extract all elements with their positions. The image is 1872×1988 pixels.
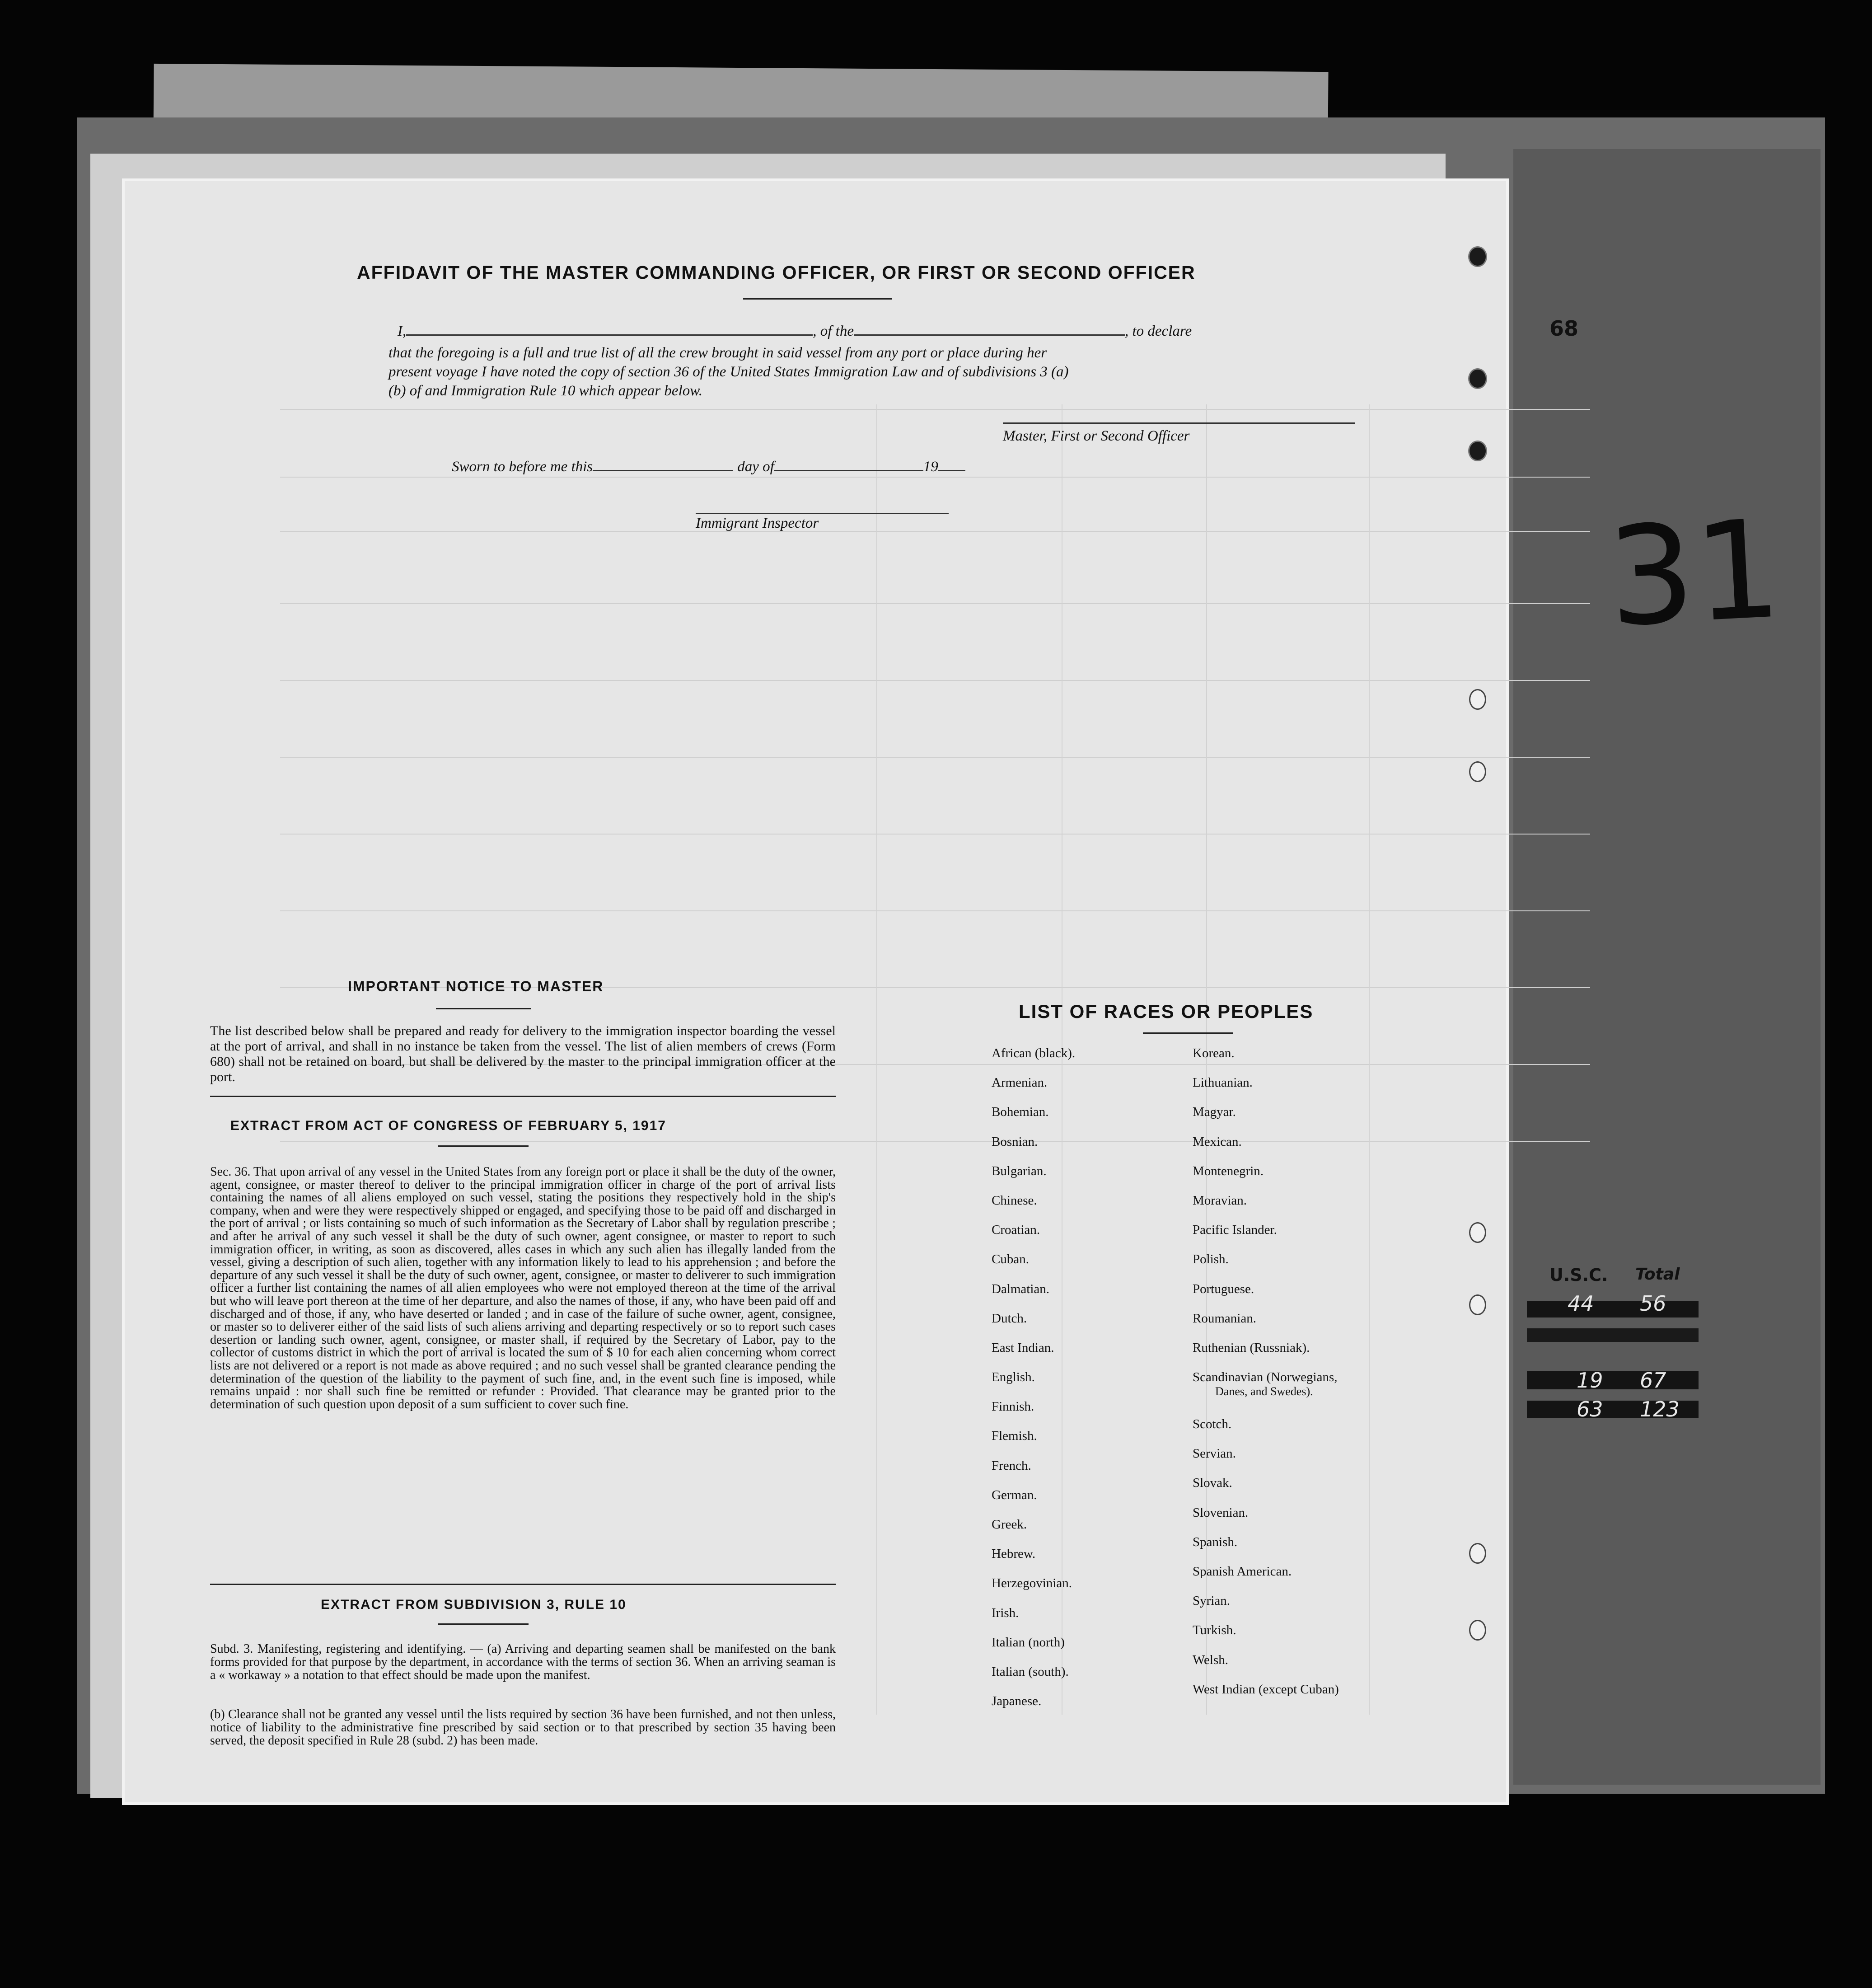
handwritten-big-number: 31	[1604, 490, 1785, 657]
title-underline	[743, 298, 892, 300]
bleed-through-line	[280, 409, 1590, 410]
race-item: Ruthenian (Russniak).	[1193, 1340, 1310, 1355]
tally-row2-b: 67	[1640, 1368, 1666, 1393]
handwritten-page-number: 68	[1549, 316, 1579, 341]
day-blank[interactable]	[593, 470, 733, 471]
signature-line[interactable]	[1003, 422, 1355, 424]
race-item: Scandinavian (Norwegians,	[1193, 1370, 1338, 1385]
race-item: English.	[992, 1370, 1035, 1385]
race-item: Spanish.	[1193, 1534, 1238, 1549]
race-item: Turkish.	[1193, 1623, 1236, 1638]
punch-hole	[1469, 689, 1486, 710]
tally-bar	[1527, 1328, 1699, 1342]
tally-bar	[1527, 1371, 1699, 1389]
notice-title: IMPORTANT NOTICE TO MASTER	[348, 978, 604, 994]
bleed-through-line	[280, 1141, 1590, 1142]
races-left-column	[992, 1046, 1075, 1723]
background-paper-edge	[1513, 149, 1821, 1785]
race-item: Greek.	[992, 1517, 1027, 1532]
race-item: Roumanian.	[1193, 1311, 1256, 1326]
rule-underline	[438, 1623, 529, 1625]
affidavit-page	[122, 178, 1509, 1805]
race-item: Lithuanian.	[1193, 1075, 1253, 1090]
affidavit-title: AFFIDAVIT OF THE MASTER COMMANDING OFFICER, OR FIRST OR SECOND OFFICER	[357, 262, 1196, 283]
race-item: African (black).	[992, 1046, 1076, 1060]
declaration-i: I,	[398, 323, 407, 339]
race-item: Welsh.	[1193, 1652, 1229, 1667]
races-title: LIST OF RACES OR PEOPLES	[1019, 1001, 1314, 1022]
year-prefix: 19	[923, 459, 938, 475]
vessel-name-blank[interactable]	[854, 334, 1125, 336]
tally-row1-b: 56	[1640, 1291, 1666, 1316]
punch-hole	[1469, 1222, 1486, 1243]
bleed-through-line	[280, 477, 1590, 478]
race-item: Armenian.	[992, 1075, 1048, 1090]
race-item: Bohemian.	[992, 1105, 1049, 1120]
rule-subdivision-b: (b) Clearance shall not be granted any vessel until the lists required by section 36 have been furnished, and not then unless, notice of liability to the administrative fine prescribed by said section or to that prescribed by section 35 having been served, the deposit specified in Rule 28 (subd. 2) has been made.	[210, 1707, 836, 1748]
declaration-line-4: (b) of and Immigration Rule 10 which appear below.	[388, 383, 703, 399]
race-item: Polish.	[1193, 1252, 1229, 1267]
race-item: East Indian.	[992, 1340, 1054, 1355]
declaration-to-declare: , to declare	[1124, 323, 1192, 339]
declaration-line-1	[398, 323, 1192, 340]
tally-header-right: Total	[1635, 1265, 1680, 1284]
race-item: Hebrew.	[992, 1547, 1036, 1561]
race-item: Portuguese.	[1193, 1281, 1254, 1296]
rule-subdivision-a: Subd. 3. Manifesting, registering and identifying. — (a) Arriving and departing seamen shall be manifested on the bank forms provided for that purpose by the department, in accordance with the terms of section 36. When an arriving seaman is a « workaway » a notation to that effect should be made upon the manifest.	[210, 1642, 836, 1682]
race-item: Mexican.	[1193, 1134, 1242, 1149]
year-blank[interactable]	[938, 470, 965, 471]
bleed-through-line	[280, 531, 1590, 532]
race-item: Moravian.	[1193, 1193, 1247, 1208]
day-of-label: day of	[737, 459, 774, 475]
race-item: Scotch.	[1193, 1417, 1232, 1432]
bleed-through-line	[280, 910, 1590, 911]
races-underline	[1143, 1032, 1233, 1034]
month-blank[interactable]	[774, 470, 923, 471]
punch-hole	[1468, 368, 1487, 389]
master-name-blank[interactable]	[406, 334, 813, 336]
act-section-36: Sec. 36. That upon arrival of any vessel in the United States from any foreign port or place it shall be the duty of the owner, agent, consignee, or master thereof to deliver to the principal immigration officer in charge of the port of arrival lists containing the names of all aliens employed on such vessel, stating the positions they respectively hold in the ship's company, when and were they were respectively shipped or engaged, and specifying those to be paid off and discharged in the port of arrival ; or lists containing so much of such information as the Secretary of Labor shall by regulation prescribe ; and after he arrival of any such vessel it shall be the duty of such owner, agent consignee, or master to report to such immigration officer, in writing, as soon as discovered, alles cases in which any such alien has illegally landed from the vessel, giving a description of such alien, together with any information likely to lead to his apprehension ; and before the departure of any such vessel it shall be the duty of such owner, agent, consignee, or master to deliverer to such immigration officer a further list containing the names of all alien employees who were not employed thereon at the time of the arrival but who will leave port thereon at the time of her departure, and also the names of those, if any, who have been paid off and discharged and of those, if any, who have deserted or landed ; and in case of the failure of suche owner, agent, consignee, or master so to deliverer either of the said lists of such aliens arriving and departing respectively or so to report such cases desertion or landing such owner, agent, consignee, or master shall, if required by the Secretary of Labor, pay to the collector of customs district in which the port of arrival is located the sum of $ 10 for each alien concerning whom correct lists are not delivered or a report is not made as above required ; and no such vessel shall be granted clearance pending the determination of the question of the liability to the payment of such fine, and, in the event such fine is imposed, while remains unpaid : nor shall such fine be remitted or refunder : Provided. That clearance may be granted prior to the determination of such question upon deposit of a sum sufficient to cover such fine.	[210, 1165, 836, 1411]
race-item: Japanese.	[992, 1694, 1042, 1709]
tally-header-left: U.S.C.	[1549, 1265, 1608, 1285]
race-item: Dalmatian.	[992, 1281, 1050, 1296]
race-item: Slovenian.	[1193, 1505, 1249, 1520]
bleed-through-line	[280, 757, 1590, 758]
race-item: Syrian.	[1193, 1594, 1230, 1608]
declaration-of-the: , of the	[813, 323, 854, 339]
race-item: Cuban.	[992, 1252, 1029, 1267]
punch-hole	[1469, 1620, 1486, 1641]
race-item: Croatian.	[992, 1223, 1040, 1238]
races-right-column	[1193, 1046, 1339, 1711]
inspector-signature-line[interactable]	[696, 513, 949, 514]
race-item: Montenegrin.	[1193, 1163, 1264, 1178]
signature-label: Master, First or Second Officer	[1003, 428, 1190, 444]
rule-title: EXTRACT FROM SUBDIVISION 3, RULE 10	[321, 1597, 627, 1612]
tally-row1-a: 44	[1568, 1291, 1594, 1316]
race-item: German.	[992, 1487, 1037, 1502]
bleed-through-column	[876, 404, 877, 1715]
race-item: Irish.	[992, 1605, 1019, 1620]
race-item: Chinese.	[992, 1193, 1037, 1208]
punch-hole	[1469, 761, 1486, 782]
race-item: Bulgarian.	[992, 1163, 1047, 1178]
race-item: Dutch.	[992, 1311, 1027, 1326]
race-item: Pacific Islander.	[1193, 1223, 1277, 1238]
race-item: Finnish.	[992, 1399, 1034, 1414]
race-item: Slovak.	[1193, 1476, 1232, 1491]
notice-underline	[436, 1008, 531, 1009]
inspector-label: Immigrant Inspector	[696, 515, 819, 531]
race-item: Herzegovinian.	[992, 1576, 1072, 1591]
section-divider	[210, 1584, 836, 1585]
race-item-scandinavian	[1193, 1370, 1339, 1417]
bleed-through-line	[280, 680, 1590, 681]
punch-hole	[1469, 1294, 1486, 1315]
act-title: EXTRACT FROM ACT OF CONGRESS OF FEBRUARY 5, 1917	[230, 1118, 666, 1133]
tally-bar	[1527, 1301, 1699, 1318]
tally-row3-b: 123	[1640, 1397, 1680, 1421]
race-item-continuation: Danes, and Swedes).	[1215, 1385, 1313, 1398]
bleed-through-line	[280, 834, 1590, 835]
race-item: French.	[992, 1458, 1031, 1473]
race-item: Bosnian.	[992, 1134, 1038, 1149]
sworn-line	[452, 459, 965, 475]
race-item: Magyar.	[1193, 1105, 1236, 1120]
punch-hole	[1468, 246, 1487, 267]
race-item: Spanish American.	[1193, 1564, 1292, 1579]
declaration-line-3: present voyage I have noted the copy of section 36 of the United States Immigration Law and of subdivisions 3 (a)	[388, 364, 1069, 380]
punch-hole	[1469, 1543, 1486, 1564]
section-divider	[210, 1096, 836, 1097]
race-item: West Indian (except Cuban)	[1193, 1682, 1339, 1697]
sworn-label: Sworn to before me this	[452, 459, 593, 475]
tally-row2-a: 19	[1577, 1368, 1603, 1393]
punch-hole	[1468, 441, 1487, 461]
bleed-through-line	[280, 603, 1590, 604]
race-item: Flemish.	[992, 1429, 1037, 1444]
act-underline	[438, 1145, 529, 1147]
race-item: Italian (south).	[992, 1664, 1069, 1679]
race-item: Italian (north)	[992, 1635, 1065, 1650]
bleed-through-column	[1369, 404, 1370, 1715]
race-item: Servian.	[1193, 1446, 1236, 1461]
tally-box	[1527, 1256, 1699, 1446]
tally-row3-a: 63	[1577, 1397, 1603, 1421]
notice-text: The list described below shall be prepared and ready for delivery to the immigration inspector boarding the vessel at the port of arrival, and shall in no instance be taken from the vessel. The list of alien members of crews (Form 680) shall not be retained on board, but shall be delivered by the master to the principal immigration officer at the port.	[210, 1023, 836, 1084]
race-item: Korean.	[1193, 1046, 1235, 1060]
declaration-line-2: that the foregoing is a full and true list of all the crew brought in said vessel from any port or place during her	[388, 345, 1047, 361]
